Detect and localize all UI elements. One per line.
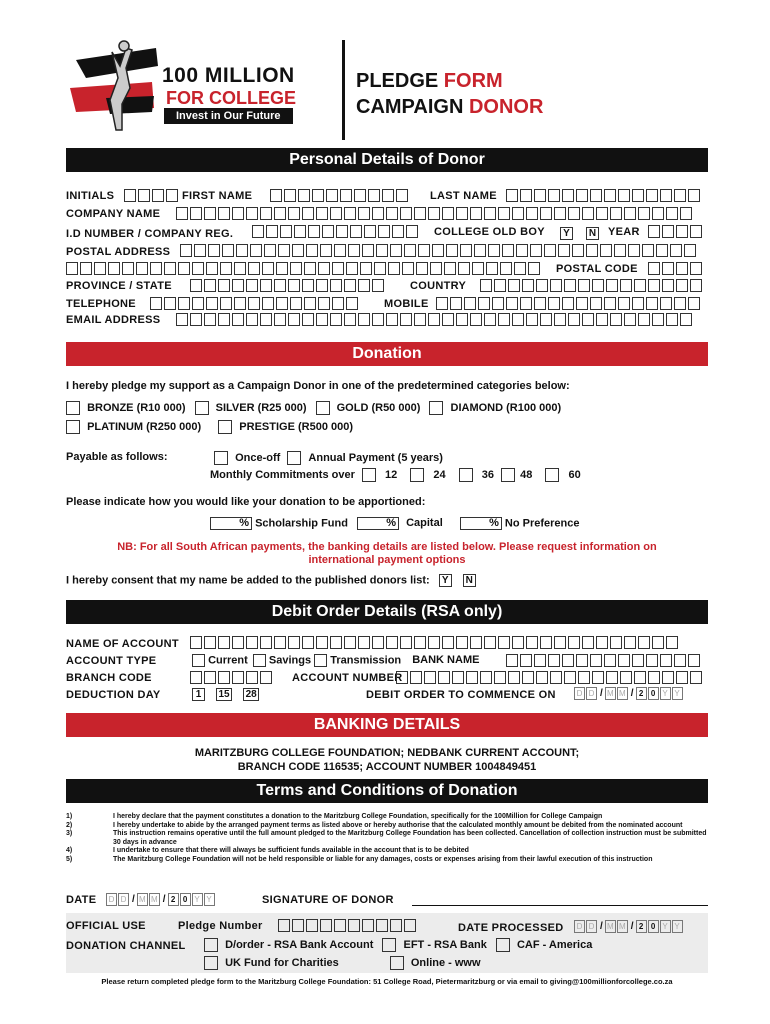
diamond-label: DIAMOND (R100 000) [450, 401, 562, 414]
commence-label: DEBIT ORDER TO COMMENCE ON [366, 689, 556, 701]
savings-checkbox[interactable] [253, 654, 266, 667]
logo-graphic [66, 38, 166, 138]
signature-date-input[interactable]: D D / M M / 2 0 Y Y [106, 893, 216, 906]
date-processed-input[interactable]: D D / M M / 2 0 Y Y [574, 920, 684, 933]
title-donor: DONOR [468, 96, 544, 118]
dorder-label: D/order - RSA Bank Account [225, 938, 374, 951]
channel-row-2 [204, 956, 481, 970]
mobile-label: MOBILE [384, 298, 429, 310]
capital-label: Capital [406, 517, 443, 530]
donation-channel-label: DONATION CHANNEL [66, 940, 186, 952]
first-name-label: FIRST NAME [182, 190, 253, 202]
nb-line-1: NB: For all South African payments, the banking details are listed below. Please request information on [117, 541, 657, 553]
company-name-input[interactable] [176, 207, 694, 220]
signature-line[interactable] [412, 905, 708, 906]
deduction-day-15[interactable]: 15 [216, 688, 232, 701]
payment-row-2 [210, 468, 581, 482]
initials-label: INITIALS [66, 190, 115, 202]
deduction-day-1[interactable]: 1 [192, 688, 205, 701]
online-label: Online - www [410, 956, 481, 969]
section-debit-heading: Debit Order Details (RSA only) [66, 600, 708, 624]
term-item: 4) I undertake to ensure that there will always be sufficient funds available in the account that is to be debited [66, 847, 469, 855]
brand-line1: 100 MILLION [162, 64, 295, 87]
telephone-label: TELEPHONE [66, 298, 136, 310]
title-campaign: CAMPAIGN [356, 96, 469, 118]
banking-line-1: MARITZBURG COLLEGE FOUNDATION; NEDBANK CURRENT ACCOUNT; [194, 747, 580, 759]
year-input[interactable] [648, 225, 704, 238]
province-input[interactable] [190, 279, 386, 292]
term-item: 1) I hereby declare that the payment constitutes a donation to the Maritzburg College Foundation, specifically for the 100Million for College Campaign [66, 813, 603, 820]
last-name-input[interactable] [506, 189, 702, 202]
old-boy-yes[interactable]: Y [560, 225, 573, 243]
savings-label: Savings [268, 654, 312, 667]
logo [66, 38, 346, 138]
term-item: 2) I hereby undertake to abide by the arranged payment terms as listed above or hereby authorise that the calculated monthly amount be debited from the nominated account [66, 821, 683, 829]
pledge-number-label: Pledge Number [178, 920, 263, 932]
signature-label: SIGNATURE OF DONOR [262, 894, 394, 906]
prestige-checkbox[interactable] [218, 420, 232, 434]
payment-row-1 [214, 451, 443, 465]
capital-percent-input[interactable]: % [357, 517, 399, 530]
term-item: 3) This instruction remains operative until the full amount pledged to the Maritzburg College Foundation has been collected. Cancellation of collection instruction must be submitted 30 days in advance [66, 830, 707, 846]
once-off-label: Once-off [235, 451, 281, 464]
monthly-24-label: 24 [433, 468, 446, 481]
transmission-label: Transmission [330, 654, 402, 667]
consent-row [66, 574, 476, 587]
monthly-48-checkbox[interactable] [501, 468, 515, 482]
old-boy-no[interactable]: N [586, 225, 599, 243]
caf-label: CAF - America [516, 938, 593, 951]
brand-tagline: Invest in Our Future [164, 108, 293, 124]
monthly-12-checkbox[interactable] [362, 468, 376, 482]
nb-line-2: international payment options [308, 554, 466, 566]
current-checkbox[interactable] [192, 654, 205, 667]
postal-code-input[interactable] [648, 262, 704, 275]
platinum-label: PLATINUM (R250 000) [87, 420, 202, 433]
annual-label: Annual Payment (5 years) [308, 451, 443, 464]
monthly-48-label: 48 [520, 468, 533, 481]
term-item: 5) The Maritzburg College Foundation will not be held responsible or liable for any damages, costs or expenses arising from their lawful execution of this instruction [66, 855, 653, 863]
account-number-input[interactable] [396, 671, 704, 684]
branch-code-label: BRANCH CODE [66, 672, 152, 684]
no-preference-label: No Preference [504, 517, 580, 530]
mobile-input[interactable] [436, 297, 702, 310]
category-row-1 [66, 401, 561, 415]
scholarship-label: Scholarship Fund [255, 517, 348, 530]
date-processed-label: DATE PROCESSED [458, 922, 564, 934]
account-name-input[interactable] [190, 636, 680, 649]
once-off-checkbox[interactable] [214, 451, 228, 465]
gold-label: GOLD (R50 000) [336, 401, 421, 414]
commence-date-input[interactable]: D D / M M / 2 0 Y Y [574, 687, 684, 700]
consent-yes[interactable]: Y [439, 574, 452, 587]
dorder-checkbox[interactable] [204, 938, 218, 952]
id-number-input[interactable] [252, 225, 420, 238]
consent-no[interactable]: N [463, 574, 476, 587]
company-name-label: COMPANY NAME [66, 208, 161, 220]
section-donation-heading: Donation [66, 342, 708, 366]
transmission-checkbox[interactable] [314, 654, 327, 667]
country-label: COUNTRY [410, 280, 467, 292]
category-row-2 [66, 420, 353, 434]
annual-checkbox[interactable] [287, 451, 301, 465]
no-preference-percent-input[interactable]: % [460, 517, 502, 530]
consent-label: I hereby consent that my name be added to the published donors list: [66, 574, 430, 587]
email-input[interactable] [176, 313, 694, 326]
postal-address-input-2[interactable] [66, 262, 542, 275]
monthly-24-checkbox[interactable] [410, 468, 424, 482]
footer-note: Please return completed pledge form to the Maritzburg College Foundation: 51 College Road, Pietermaritzburg or via email to giving@100millionforcollege.co.za [101, 977, 673, 986]
pledge-number-input[interactable] [278, 919, 418, 932]
form-title [356, 68, 543, 120]
deduction-day-label: DEDUCTION DAY [66, 689, 161, 701]
postal-address-label: POSTAL ADDRESS [66, 246, 171, 258]
province-label: PROVINCE / STATE [66, 280, 172, 292]
branch-code-input[interactable] [190, 671, 274, 684]
deduction-day-row [192, 688, 259, 701]
apportion-label: Please indicate how you would like your donation to be apportioned: [66, 496, 426, 508]
title-divider [342, 40, 345, 140]
date-label: DATE [66, 894, 97, 906]
caf-checkbox[interactable] [496, 938, 510, 952]
diamond-checkbox[interactable] [429, 401, 443, 415]
year-label: YEAR [608, 226, 640, 238]
monthly-36-checkbox[interactable] [459, 468, 473, 482]
deduction-day-28[interactable]: 28 [243, 688, 259, 701]
brand-line2: FOR COLLEGE [166, 88, 296, 108]
gold-checkbox[interactable] [316, 401, 330, 415]
section-personal-heading: Personal Details of Donor [66, 148, 708, 172]
account-type-row [192, 654, 479, 667]
nb-note [66, 541, 708, 567]
bronze-label: BRONZE (R10 000) [87, 401, 186, 414]
silver-label: SILVER (R25 000) [215, 401, 307, 414]
bank-name-label: BANK NAME [412, 654, 480, 667]
payable-label: Payable as follows: [66, 451, 168, 463]
banking-line-2: BRANCH CODE 116535; ACCOUNT NUMBER 1004849451 [237, 761, 537, 773]
initials-input[interactable] [124, 189, 180, 202]
postal-code-label: POSTAL CODE [556, 263, 638, 275]
scholarship-percent-input[interactable]: % [210, 517, 252, 530]
email-label: EMAIL ADDRESS [66, 314, 161, 326]
account-name-label: NAME OF ACCOUNT [66, 638, 179, 650]
apportion-row [210, 517, 580, 530]
account-number-label: ACCOUNT NUMBER [292, 672, 403, 684]
eft-label: EFT - RSA Bank [403, 938, 487, 951]
bank-name-input[interactable] [506, 654, 702, 667]
donation-intro: I hereby pledge my support as a Campaign Donor in one of the predetermined categories below: [66, 380, 570, 392]
terms-list [66, 813, 708, 865]
prestige-label: PRESTIGE (R500 000) [239, 420, 354, 433]
telephone-input[interactable] [150, 297, 360, 310]
section-banking-heading: BANKING DETAILS [66, 713, 708, 737]
first-name-input[interactable] [270, 189, 410, 202]
college-old-boy-label: COLLEGE OLD BOY [434, 226, 545, 238]
platinum-checkbox[interactable] [66, 420, 80, 434]
country-input[interactable] [480, 279, 704, 292]
monthly-60-label: 60 [568, 468, 581, 481]
monthly-12-label: 12 [384, 468, 398, 481]
silver-checkbox[interactable] [195, 401, 209, 415]
account-type-label: ACCOUNT TYPE [66, 655, 157, 667]
bronze-checkbox[interactable] [66, 401, 80, 415]
last-name-label: LAST NAME [430, 190, 497, 202]
monthly-36-label: 36 [481, 468, 494, 481]
official-use-label: OFFICIAL USE [66, 920, 146, 932]
postal-address-input-1[interactable] [180, 244, 698, 257]
id-number-label: I.D NUMBER / COMPANY REG. [66, 228, 234, 240]
monthly-60-checkbox[interactable] [545, 468, 559, 482]
channel-row-1 [204, 938, 592, 952]
title-pledge: PLEDGE [356, 70, 444, 92]
monthly-label: Monthly Commitments over [210, 468, 355, 481]
uk-label: UK Fund for Charities [225, 956, 339, 969]
section-terms-heading: Terms and Conditions of Donation [66, 779, 708, 803]
banking-details [66, 746, 708, 774]
uk-checkbox[interactable] [204, 956, 218, 970]
current-label: Current [208, 654, 248, 667]
title-form: FORM [443, 70, 503, 92]
online-checkbox[interactable] [390, 956, 404, 970]
eft-checkbox[interactable] [382, 938, 396, 952]
